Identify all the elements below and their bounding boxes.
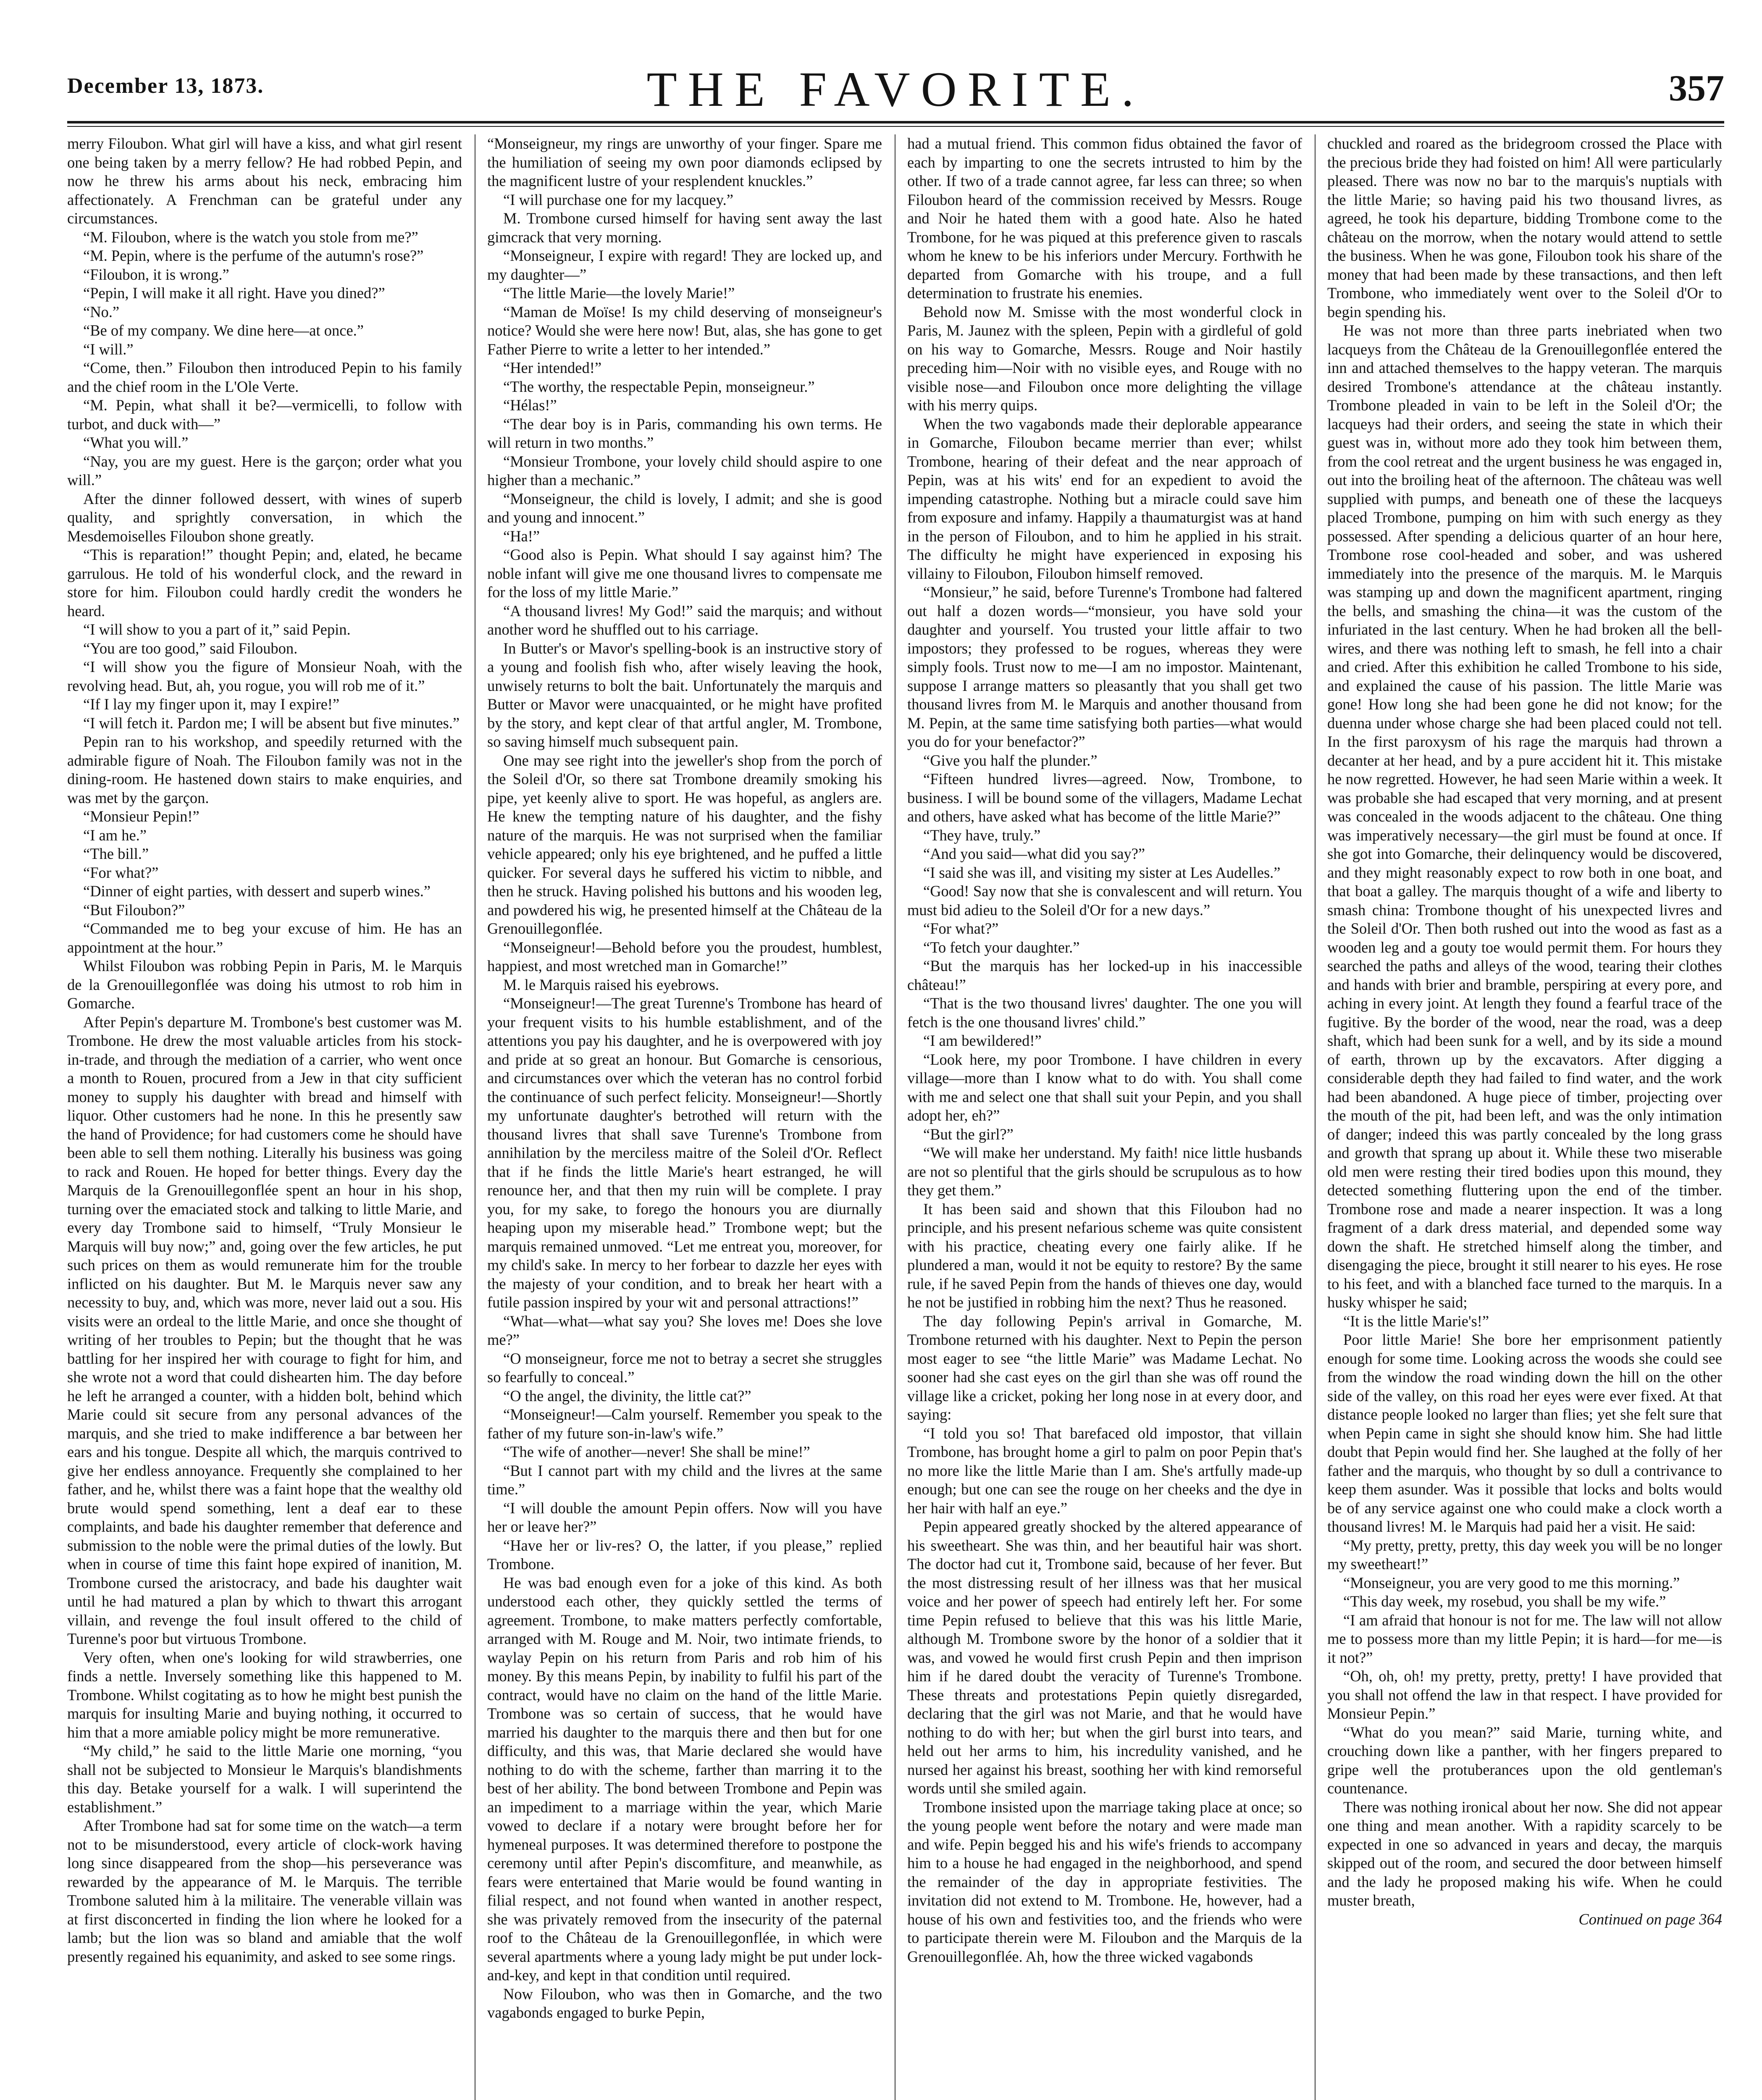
paragraph: “A thousand livres! My God!” said the marquis; and without another word he shuffled out to his carriage.: [487, 602, 882, 638]
paragraph: “The bill.”: [83, 845, 149, 862]
paragraph: “It is the little Marie's!”: [1343, 1312, 1489, 1330]
paragraph: “What do you mean?” said Marie, turning white, and crouching down like a panther, with her fingers prepared to gripe well the protuberances upon the old gentleman's countenance.: [1327, 1723, 1722, 1797]
paragraph: “I am afraid that honour is not for me. The law will not allow me to possess more than my little Pepin; it is hard—for me—is it not?”: [1327, 1611, 1722, 1666]
paragraph: “Monseigneur!—Behold before you the proudest, humblest, happiest, and most wretched man in Gomarche!”: [487, 938, 882, 974]
paragraph: “M. Filoubon, where is the watch you stole from me?”: [83, 228, 418, 246]
paragraph: “I told you so! That barefaced old impostor, that villain Trombone, has brought home a girl to palm on poor Pepin that's no more like the little Marie than I am. She's artfully made-up enough; but one can see the rouge on her cheeks and the dye in her hair with half an eye.”: [907, 1424, 1302, 1517]
paragraph: The day following Pepin's arrival in Gomarche, M. Trombone returned with his daughter. Next to Pepin the person most eager to see “the little Marie” was Madame Lechat. No sooner had she cast eyes on the girl than she was off round the village like a cricket, poking her long nose in at every door, and saying:: [907, 1312, 1302, 1423]
paragraph: had a mutual friend. This common fidus obtained the favor of each by imparting to one the secrets intrusted to him by the other. If two of a trade cannot agree, far less can three; so when Filoubon heard of the commission received by Messrs. Rouge and Noir he hated them with a good hate. Also he hated Trombone, for he was piqued at this preference given to rascals whom he knew to be his inferiors under Mercury. Forthwith he departed from Gomarche with his troupe, and a full determination to frustrate his enemies.: [907, 135, 1302, 302]
paragraph: “If I lay my finger upon it, may I expire!”: [83, 696, 340, 713]
paragraph: Whilst Filoubon was robbing Pepin in Paris, M. le Marquis de la Grenouillegonflée was doing his utmost to rob him in Gomarche.: [67, 957, 462, 1012]
paragraph: “Her intended!”: [503, 359, 602, 376]
paragraph: “For what?”: [923, 920, 999, 937]
paragraph: “To fetch your daughter.”: [923, 938, 1080, 956]
paragraph: “O monseigneur, force me not to betray a secret she struggles so fearfully to conceal.”: [487, 1349, 882, 1386]
paragraph: “Nay, you are my guest. Here is the garçon; order what you will.”: [67, 452, 462, 488]
paragraph: Behold now M. Smisse with the most wonderful clock in Paris, M. Jaunez with the spleen, Pepin with a girdleful of gold on his way to Gomarche, Messrs. Rouge and Noir hastily preceding him—Noir with no visible eyes, and Rouge with no visible nose—and Filoubon once more delighting the village with his merry quips.: [907, 303, 1302, 414]
paragraph: “Pepin, I will make it all right. Have you dined?”: [83, 284, 385, 302]
paragraph: After Pepin's departure M. Trombone's best customer was M. Trombone. He drew the most valuable articles from his stock-in-trade, and through the mediation of a carrier, who went once a month to Rouen, procured from a Jew in that city sufficient money to supply his daughter with bread and himself with liquor. Other customers had he none. In this he presently saw the hand of Providence; for had customers come he should have been able to sell them nothing. Literally his business was going to rack and Rouen. He hoped for better things. Every day the Marquis de la Grenouillegonflée spent an hour in his shop, turning over the emaciated stock and talking to little Marie, and every day Trombone said to himself, “Truly Monsieur le Marquis will buy now;” and, going over the few articles, he put such prices on them as would remunerate him for the trouble inflicted on his daughter. But M. le Marquis never saw any necessity to buy, and, which was more, never laid out a sou. His visits were an ordeal to the little Marie, and once she thought of writing of her troubles to Pepin; but the thought that he was battling for her inspired her with courage to fight for him, and she wrote not a word that could dishearten him. The day before he left he arranged a counter, with a hidden bolt, behind which Marie could sit secure from any personal advances of the marquis, and she tried to make indifference a bar between her ears and his tongue. Despite all which, the marquis contrived to give her endless annoyance. Frequently she complained to her father, and he, whilst there was a faint hope that the wealthy old brute would spend something, lent a deaf ear to these complaints, and bade his daughter remember that deference and submission to the noble were the primal duties of the lowly. But when in course of time this faint hope expired of inanition, M. Trombone cursed the aristocracy, and bade his daughter wait until he had matured a plan by which to thwart this arrogant villain, and revenge the foul insult offered to the child of Turenne's poor but virtuous Trombone.: [67, 1013, 462, 1647]
paragraph: “Monsieur Trombone, your lovely child should aspire to one higher than a mechanic.”: [487, 452, 882, 488]
paragraph: “The worthy, the respectable Pepin, monseigneur.”: [503, 378, 815, 395]
paragraph: “Have her or liv-res? O, the latter, if you please,” replied Trombone.: [487, 1536, 882, 1572]
paragraph: “M. Pepin, what shall it be?—vermicelli, to follow with turbot, and duck with—”: [67, 396, 462, 433]
paragraph: “They have, truly.”: [923, 826, 1041, 844]
issue-date: December 13, 1873.: [67, 74, 264, 98]
text-column-4: [1327, 134, 1722, 2100]
paragraph: “We will make her understand. My faith! nice little husbands are not so plentiful that the girls should be scrupulous as to how they get them.”: [907, 1144, 1302, 1199]
paragraph: “Good also is Pepin. What should I say against him? The noble infant will give me one thousand livres to compensate me for the loss of my little Marie.”: [487, 546, 882, 601]
paragraph: “My child,” he said to the little Marie one morning, “you shall not be subjected to Monsieur le Marquis's blandishments this day. Betake yourself for a walk. I will superintend the establishment.”: [67, 1742, 462, 1816]
paragraph: “Give you half the plunder.”: [923, 751, 1098, 769]
column-divider: [1315, 134, 1316, 2100]
paragraph: After Trombone had sat for some time on the watch—a term not to be misunderstood, every article of clock-work having long since disappeared from the shop—his perseverance was rewarded by the appearance of M. le Marquis. The terrible Trombone saluted him à la militaire. The venerable villain was at first disconcerted in finding the lion where he looked for a lamb; but the lion was so bland and amiable that the wolf presently regained his equanimity, and asked to see some rings.: [67, 1817, 462, 1965]
paragraph: “The dear boy is in Paris, commanding his own terms. He will return in two months.”: [487, 415, 882, 451]
paragraph: Poor little Marie! She bore her emprisonment patiently enough for some time. Looking across the woods she could see from the window the road winding down the hill on the other side of the valley, on this road her eyes were ever fixed. At that distance people looked no larger than flies; yet she felt sure that when Pepin came in sight she should know him. She had little doubt that Pepin would find her. She laughed at the folly of her father and the marquis, who thought by so dull a contrivance to keep them asunder. Was it possible that locks and bolts would be of any service against one who could make a clock worth a thousand livres! M. le Marquis had paid her a visit. He said:: [1327, 1331, 1722, 1535]
paragraph: “But the marquis has her locked-up in his inaccessible château!”: [907, 957, 1302, 993]
paragraph: “Hélas!”: [503, 396, 557, 414]
paragraph: One may see right into the jeweller's shop from the porch of the Soleil d'Or, so there sat Trombone dreamily smoking his pipe, yet keenly alive to sport. He was hopeful, as anglers are. He knew the tempting nature of his daughter, and the fishy nature of the marquis. He was not surprised when the familiar vehicle appeared; only his eye brightened, and he puffed a little quicker. For several days he suffered his victim to nibble, and then he struck. Having polished his buttons and his wooden leg, and powdered his wig, he presented himself at the Château de la Grenouillegonflée.: [487, 751, 882, 937]
paragraph: “This is reparation!” thought Pepin; and, elated, he became garrulous. He told of his wonderful clock, and the reward in store for him. Filoubon could hardly credit the wonders he heard.: [67, 546, 462, 620]
text-column-3: [907, 134, 1302, 2100]
paragraph: “Maman de Moïse! Is my child deserving of monseigneur's notice? Would she were here now! But, alas, she has gone to get Father Pierre to write a letter to her intended.”: [487, 303, 882, 358]
paragraph: “Good! Say now that she is convalescent and will return. You must bid adieu to the Soleil d'Or for a new days.”: [907, 882, 1302, 919]
paragraph: It has been said and shown that this Filoubon had no principle, and his present nefarious scheme was quite consistent with his practice, cheating every one fairly alike. If he plundered a man, would it not be equity to restore? By the same rule, if he saved Pepin from the hands of thieves one day, would he not be justified in robbing him the next? Thus he reasoned.: [907, 1200, 1302, 1311]
continued-note: Continued on page 364: [1578, 1910, 1722, 1928]
paragraph: “I am bewildered!”: [923, 1032, 1042, 1049]
paragraph: merry Filoubon. What girl will have a kiss, and what girl resent one being taken by a merry fellow? He had robbed Pepin, and now he threw his arms about his neck, embracing him affectionately. A Frenchman can be grateful under any circumstances.: [67, 135, 462, 227]
paragraph: “I will show you the figure of Monsieur Noah, with the revolving head. But, ah, you rogue, you will rob me of it.”: [67, 658, 462, 694]
paragraph: Very often, when one's looking for wild strawberries, one finds a nettle. Inversely something like this happened to M. Trombone. Whilst cogitating as to how he might best punish the marquis for insulting Marie and buying nothing, it occurred to him that a more amiable policy might be more remunerative.: [67, 1648, 462, 1741]
paragraph: “Filoubon, it is wrong.”: [83, 265, 229, 283]
paragraph: There was nothing ironical about her now. She did not appear one thing and mean another. With a rapidity scarcely to be expected in one so advanced in years and decay, the marquis skipped out of the room, and secured the door between himself and the lady he proposed making his wife. When he could muster breath,: [1327, 1798, 1722, 1909]
paragraph: “I will show to you a part of it,” said Pepin.: [83, 621, 351, 638]
masthead: [67, 17, 1724, 117]
paragraph: “Monseigneur, my rings are unworthy of your finger. Spare me the humiliation of seeing my own poor diamonds eclipsed by the magnificent lustre of your resplendent knuckles.”: [487, 135, 882, 189]
paragraph: “Dinner of eight parties, with dessert and superb wines.”: [83, 882, 431, 900]
paragraph: “No.”: [83, 303, 120, 320]
paragraph: “This day week, my rosebud, you shall be my wife.”: [1343, 1593, 1666, 1610]
paragraph: “I will purchase one for my lacquey.”: [503, 191, 733, 208]
newspaper-page: [67, 17, 1724, 2100]
paragraph: Now Filoubon, who was then in Gomarche, and the two vagabonds engaged to burke Pepin,: [487, 1985, 882, 2021]
paragraph: Pepin ran to his workshop, and speedily returned with the admirable figure of Noah. The Filoubon family was not in the dining-room. He hastened down stairs to make enquiries, and was met by the garçon.: [67, 733, 462, 806]
paragraph: “That is the two thousand livres' daughter. The one you will fetch is the one thousand livres' child.”: [907, 995, 1302, 1031]
paragraph: “Look here, my poor Trombone. I have children in every village—more than I know what to do with. You shall come with me and select one that shall suit your Pepin, and you shall adopt her, eh?”: [907, 1050, 1302, 1124]
paragraph: “M. Pepin, where is the perfume of the autumn's rose?”: [83, 247, 424, 264]
paragraph: “But Filoubon?”: [83, 901, 185, 919]
paragraph: “And you said—what did you say?”: [923, 845, 1145, 862]
paragraph: “O the angel, the divinity, the little cat?”: [503, 1387, 751, 1404]
paragraph: “What—what—what say you? She loves me! Does she love me?”: [487, 1312, 882, 1348]
paragraph: “I said she was ill, and visiting my sister at Les Audelles.”: [923, 864, 1281, 881]
paragraph: “Be of my company. We dine here—at once.”: [83, 322, 364, 339]
paragraph: After the dinner followed dessert, with wines of superb quality, and sprightly conversation, in which the Mesdemoiselles Filoubon shone greatly.: [67, 490, 462, 545]
paragraph: “Monsieur Pepin!”: [83, 808, 200, 825]
text-column-1: [67, 134, 462, 2100]
paragraph: Pepin appeared greatly shocked by the altered appearance of his sweetheart. She was thin, and her beautiful hair was short. The doctor had cut it, Trombone said, because of her fever. But the most distressing result of her illness was that her musical voice and her power of speech had entirely left her. For some time Pepin refused to believe that this was his little Marie, although M. Trombone swore by the honor of a soldier that it was, and vowed he would first crush Pepin and then imprison him if he dared doubt the veracity of Turenne's Trombone. These threats and protestations Pepin quietly disregarded, declaring that the girl was not Marie, and that he would have nothing to do with her; but when the girl burst into tears, and held out her arms to him, his incredulity vanished, and he nursed her against his breast, soothing her with kind remorseful words until she smiled again.: [907, 1518, 1302, 1797]
paragraph: “You are too good,” said Filoubon.: [83, 639, 298, 657]
paragraph: Trombone insisted upon the marriage taking place at once; so the young people went before the notary and were made man and wife. Pepin begged his and his wife's friends to accompany him to a house he had engaged in the neighborhood, and spend the remainder of the day in appropriate festivities. The invitation did not extend to M. Trombone. He, however, had a house of his own and festivities too, and the friends who were to participate therein were M. Filoubon and the Marquis de la Grenouillegonflée. Ah, how the three wicked vagabonds: [907, 1798, 1302, 1965]
paragraph: “Come, then.” Filoubon then introduced Pepin to his family and the chief room in the L'Ole Verte.: [67, 359, 462, 395]
paragraph: “Monseigneur!—Calm yourself. Remember you speak to the father of my future son-in-law's wife.”: [487, 1406, 882, 1442]
masthead-rule-thick: [67, 121, 1724, 123]
publication-title: THE FAVORITE.: [646, 62, 1145, 117]
paragraph: “But I cannot part with my child and the livres at the same time.”: [487, 1462, 882, 1498]
paragraph: “The wife of another—never! She shall be mine!”: [503, 1443, 810, 1460]
paragraph: He was bad enough even for a joke of this kind. As both understood each other, they quickly settled the terms of agreement. Trombone, to make matters perfectly comfortable, arranged with M. Rouge and M. Noir, two intimate friends, to waylay Pepin on his return from Paris and rob him of his money. By this means Pepin, by inability to fulfil his part of the contract, would have no claim on the hand of the little Marie. Trombone was so certain of success, that he would have married his daughter to the marquis there and then but for one difficulty, and this was, that Marie declared she would have nothing to do with the scheme, farther than marring it to the best of her ability. The bond between Trombone and Pepin was an impediment to a marriage within the year, which Marie vowed to declare if a notary were brought before her for hymeneal purposes. It was determined therefore to postpone the ceremony until after Pepin's discomfiture, and meanwhile, as fears were entertained that Marie would be found wanting in filial respect, and not found when wanted in another respect, she was privately removed from the insecurity of the paternal roof to the Château de la Grenouillegonflée, in which were several apartments where a young lady might be put under lock-and-key, and kept in that condition until required.: [487, 1574, 882, 1984]
paragraph: “Ha!”: [503, 527, 540, 545]
page-number: 357: [1669, 68, 1724, 109]
paragraph: “Monseigneur, the child is lovely, I admit; and she is good and young and innocent.”: [487, 490, 882, 526]
paragraph: In Butter's or Mavor's spelling-book is an instructive story of a young and foolish fish who, after wisely leaving the hook, unwisely returns to bolt the bait. Unfortunately the marquis and Butter or Mavor were unacquainted, or he might have profited by the story, and kept clear of that artful angler, M. Trombone, so saving himself much subsequent pain.: [487, 639, 882, 750]
paragraph: “I will.”: [83, 340, 134, 358]
paragraph: “Oh, oh, oh! my pretty, pretty, pretty! I have provided that you shall not offend the law in that respect. I have provided for Monsieur Pepin.”: [1327, 1667, 1722, 1722]
paragraph: “Monseigneur!—The great Turenne's Trombone has heard of your frequent visits to his humble establishment, and of the attentions you pay his daughter, and he is overpowered with joy and pride at so great an honour. But Gomarche is censorious, and circumstances over which the veteran has no control forbid the continuance of such perfect felicity. Monseigneur!—Shortly my unfortunate daughter's betrothed will return with the thousand livres that shall save Turenne's Trombone from annihilation by the merciless maitre of the Soleil d'Or. Reflect that if he finds the little Marie's heart estranged, he will renounce her, and that then my ruin will be complete. I pray you, for my sake, to forego the honours you are diurnally heaping upon my miserable head.” Trombone wept; but the marquis remained unmoved. “Let me entreat you, moreover, for my child's sake. In mercy to her forbear to dazzle her eyes with the majesty of your condition, and to break her heart with a futile passion inspired by your wit and personal attractions!”: [487, 995, 882, 1311]
paragraph: “Monseigneur, I expire with regard! They are locked up, and my daughter—”: [487, 247, 882, 283]
paragraph: “I will fetch it. Pardon me; I will be absent but five minutes.”: [83, 714, 460, 732]
paragraph: “Monseigneur, you are very good to me this morning.”: [1343, 1574, 1680, 1591]
paragraph: “I will double the amount Pepin offers. Now will you have her or leave her?”: [487, 1499, 882, 1535]
paragraph: M. Trombone cursed himself for having sent away the last gimcrack that very morning.: [487, 210, 882, 246]
paragraph: “For what?”: [83, 864, 159, 881]
paragraph: M. le Marquis raised his eyebrows.: [503, 976, 719, 993]
paragraph: “Fifteen hundred livres—agreed. Now, Trombone, to business. I will be bound some of the villagers, Madame Lechat and others, have asked what has become of the little Marie?”: [907, 770, 1302, 825]
paragraph: “But the girl?”: [923, 1125, 1014, 1143]
paragraph: “What you will.”: [83, 434, 189, 451]
paragraph: He was not more than three parts inebriated when two lacqueys from the Château de la Grenouillegonflée entered the inn and attached themselves to the happy veteran. The marquis desired Trombone's attendance at the château instantly. Trombone pleaded in vain to be left in the Soleil d'Or; the lacqueys had their orders, and seeing the state in which their guest was in, without more ado they took him between them, from the cool retreat and the urgent business he was engaged in, out into the broiling heat of the afternoon. The château was well supplied with pumps, and beneath one of these the lacqueys placed Trombone, pumping on him with such energy as they possessed. After spending a delicious quarter of an hour here, Trombone rose cool-headed and sober, and was ushered immediately into the presence of the marquis. M. le Marquis was stamping up and down the magnificent apartment, ringing the bells, and smashing the china—it was the custom of the infuriated in the last century. When he had broken all the bell-wires, and there was nothing left to smash, he fell into a chair and cried. After this exhibition he called Trombone to his side, and explained the cause of his passion. The little Marie was gone! How long she had been gone he did not know; for the duenna under whose charge she had been placed could not tell. In the first paroxysm of his rage the marquis had thrown a decanter at her head, and by a pure accident hit it. This mistake he now regretted. However, he had seen Marie within a week. It was probable she had escaped that very morning, and at present was concealed in the woods adjacent to the château. One thing was imperatively necessary—the girl must be found at once. If she got into Gomarche, their delinquency would be discovered, and they might reasonably expect to row both in one boat, and that boat a galley. The marquis thought of a wife and liberty to smash china: Trombone thought of his unexpected livres and the Soleil d'Or. Then both rushed out into the wood as fast as a wooden leg and a gouty toe would permit them. For hours they searched the paths and alleys of the wood, tearing their clothes and hands with brier and bramble, perspiring at every pore, and aching in every joint. At length they found a fearful trace of the fugitive. By the border of the wood, near the road, was a deep shaft, which had been sunk for a well, and by its side a mound of earth, thrown up by the excavators. After digging a considerable depth they had failed to find water, and the work had been abandoned. A huge piece of timber, projecting over the mouth of the pit, had been left, and was the only intimation of danger; indeed this was partly concealed by the long grass and growth that sprang up about it. While these two miserable old men were resting their tired bodies upon this mound, they detected something fluttering upon the end of the timber. Trombone rose and made a nearer inspection. It was a long fragment of a dark dress material, and depended some way down the shaft. He stretched himself along the timber, and disengaging the piece, brought it still nearer to his eyes. He rose to his feet, and with a blanched face turned to the marquis. In a husky whisper he said;: [1327, 322, 1722, 1311]
paragraph: “The little Marie—the lovely Marie!”: [503, 284, 735, 302]
paragraph: When the two vagabonds made their deplorable appearance in Gomarche, Filoubon became merrier than ever; whilst Trombone, hearing of their defeat and the near approach of Pepin, was at his wits' end for an expedient to avoid the impending catastrophe. Nothing but a miracle could save him from exposure and infamy. Happily a thaumaturgist was at hand in the person of Filoubon, and to him he applied in his strait. The difficulty he might have experienced in exposing his villainy to Filoubon, Filoubon himself removed.: [907, 415, 1302, 582]
paragraph: “My pretty, pretty, pretty, this day week you will be no longer my sweetheart!”: [1327, 1536, 1722, 1572]
text-column-2: [487, 134, 882, 2100]
masthead-rule-thin: [67, 126, 1724, 127]
paragraph: “Commanded me to beg your excuse of him. He has an appointment at the hour.”: [67, 920, 462, 956]
paragraph: “Monsieur,” he said, before Turenne's Trombone had faltered out half a dozen words—“monsieur, you have sold your daughter and yourself. You trusted your little affair to two impostors; they professed to be rogues, whereas they were simply fools. Trust now to me—I am no impostor. Maintenant, suppose I arrange matters so pleasantly that you shall get two thousand livres from M. le Marquis and another thousand from M. Pepin, at the same time satisfying both parties—what would you do for your benefactor?”: [907, 583, 1302, 750]
paragraph: “I am he.”: [83, 826, 147, 844]
paragraph: chuckled and roared as the bridegroom crossed the Place with the precious bride they had foisted on him! All were particularly pleased. There was now no bar to the marquis's nuptials with the little Marie; so having paid his two thousand livres, as agreed, he took his departure, bidding Trombone come to the château on the morrow, when the notary would attend to settle the business. When he was gone, Filoubon took his share of the money that had been made by these transactions, and then left Trombone, who immediately went over to the Soleil d'Or to begin spending his.: [1327, 135, 1722, 320]
